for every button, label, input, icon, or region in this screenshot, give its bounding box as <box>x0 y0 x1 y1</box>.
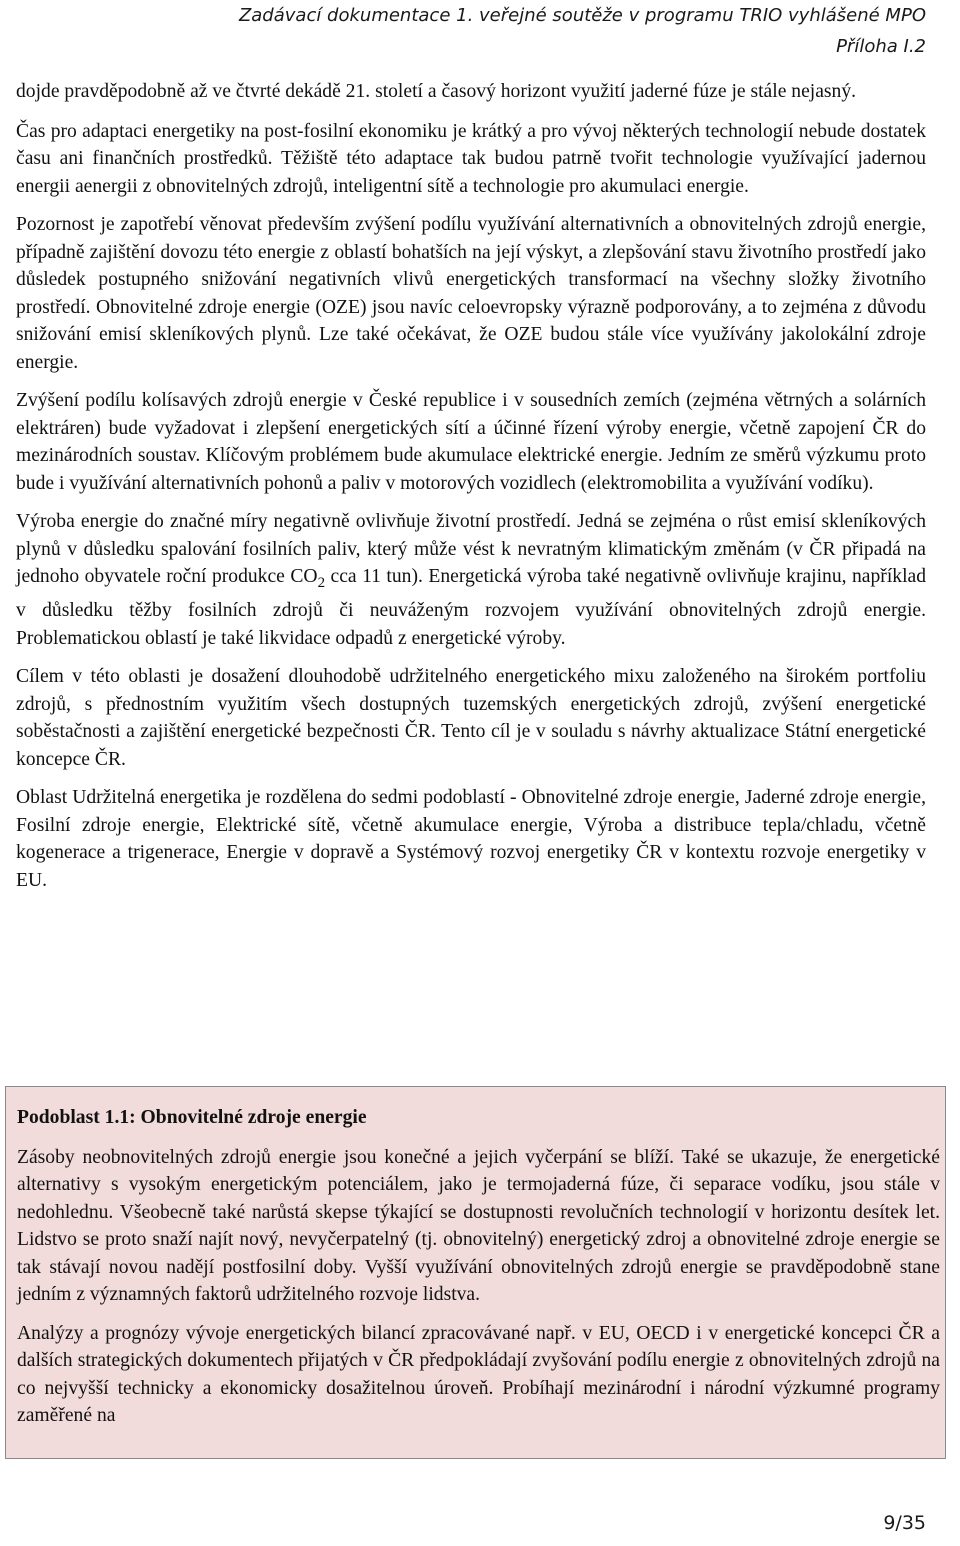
paragraph-text: cca 11 tun). Energetická výroba také negativně ovlivňuje krajinu, například v důsledku těžby fosilních zdrojů či neuváženým rozvojem využívání obnovitelných zdrojů energie. Problematickou oblastí je také likvidace odpadů z energetické výroby. <box>16 566 927 649</box>
paragraph: Čas pro adaptaci energetiky na post-fosilní ekonomiku je krátký a pro vývoj některých technologií nebude dostatek času ani finančních prostředků. Těžiště této adaptace tak budou patrně tvořit technologie využívající jadernou energii aenergii z obnovitelných zdrojů, inteligentní sítě a technologie pro akumulaci energie. <box>16 120 926 197</box>
paragraph: Analýzy a prognózy vývoje energetických bilancí zpracovávané např. v EU, OECD i v energetické koncepci ČR a dalších strategických dokumentech přijatých v ČR předpokládají zvyšování podílu energie z obnovitelných zdrojů na co nejvyšší technicky a ekonomicky dosažitelnou úroveň. Probíhají mezinárodní i národní výzkumné programy zaměřené na <box>17 1322 940 1426</box>
subsection-title: Podoblast 1.1: Obnovitelné zdroje energie <box>17 1107 367 1128</box>
paragraph: Cílem v této oblasti je dosažení dlouhodobě udržitelného energetického mixu založeného na širokém portfoliu zdrojů, s přednostním využitím všech dostupných tuzemských energetických zdrojů, zvýšení energetické soběstačnosti a zajištění energetické bezpečnosti ČR. Tento cíl je v souladu s návrhy aktualizace Státní energetické koncepce ČR. <box>16 666 926 770</box>
paragraph: Zásoby neobnovitelných zdrojů energie jsou konečné a jejich vyčerpání se blíží. Také se ukazuje, že energetické alternativy s vysokým energetickým potenciálem, jako je termojaderná fúze, či separace vodíku, jsou stále v nedohlednu. Všeobecně také narůstá skepse týkající se dostupnosti revolučních technologií v horizontu desítek let. Lidstvo se proto snaží najít nový, nevyčerpatelný (tj. obnovitelný) energetický zdroj a obnovitelné zdroje energie se tak stávají novou nadějí postfosilní doby. Vyšší využívání obnovitelných zdrojů energie se pravděpodobně stane jedním z významných faktorů udržitelného rozvoje lidstva. <box>17 1146 940 1305</box>
paragraph: Oblast Udržitelná energetika je rozdělena do sedmi podoblastí - Obnovitelné zdroje energie, Jaderné zdroje energie, Fosilní zdroje energie, Elektrické sítě, včetně akumulace energie, Výroba a distribuce tepla/chladu, včetně kogenerace a trigenerace, Energie v dopravě a Systémový rozvoj energetiky ČR v kontextu rozvoje energetiky v EU. <box>16 787 926 891</box>
header-title: Zadávací dokumentace 1. veřejné soutěže v programu TRIO vyhlášené MPO <box>238 5 926 26</box>
paragraph: dojde pravděpodobně až ve čtvrté dekádě 21. století a časový horizont využití jaderné fúze je stále nejasný. <box>16 81 857 102</box>
page-header <box>239 0 926 62</box>
header-annex: Příloha I.2 <box>836 36 926 57</box>
page-number: 9/35 <box>883 1512 926 1534</box>
subscript: 2 <box>317 574 326 591</box>
paragraph-text: Výroba energie do značné míry negativně ovlivňuje životní prostředí. Jedná se zejména o růst emisí skleníkových plynů v důsledku spalování fosilních paliv, který může vést k nevratným klimatickým změnám (v ČR připadá na jednoho obyvatele roční produkce CO <box>16 511 926 587</box>
paragraph: Pozornost je zapotřebí věnovat především zvýšení podílu využívání alternativních a obnovitelných zdrojů energie, případně zajištění dovozu této energie z oblastí bohatších na její výskyt, a zlepšování stavu životního prostředí jako důsledek postupného snižování negativních vlivů energetických transformací na všechny složky životního prostředí. Obnovitelné zdroje energie (OZE) jsou navíc celoevropsky výrazně podporovány, a to zejména z důvodu snižování emisí skleníkových plynů. Lze také očekávat, že OZE budou stále více využívány jakolokální zdroje energie. <box>16 214 926 373</box>
main-text <box>16 78 926 905</box>
paragraph-co2 <box>16 508 926 652</box>
paragraph: Zvýšení podílu kolísavých zdrojů energie v České republice i v sousedních zemích (zejména větrných a solárních elektráren) bude vyžadovat i zlepšení energetických sítí a účinné řízení výroby energie, včetně zapojení ČR do mezinárodních soustav. Klíčovým problémem bude akumulace elektrické energie. Jedním ze směrů výzkumu proto bude i využívání alternativních pohonů a paliv v motorových vozidlech (elektromobilita a využívání vodíku). <box>16 390 926 494</box>
subsection-box <box>5 1086 946 1459</box>
